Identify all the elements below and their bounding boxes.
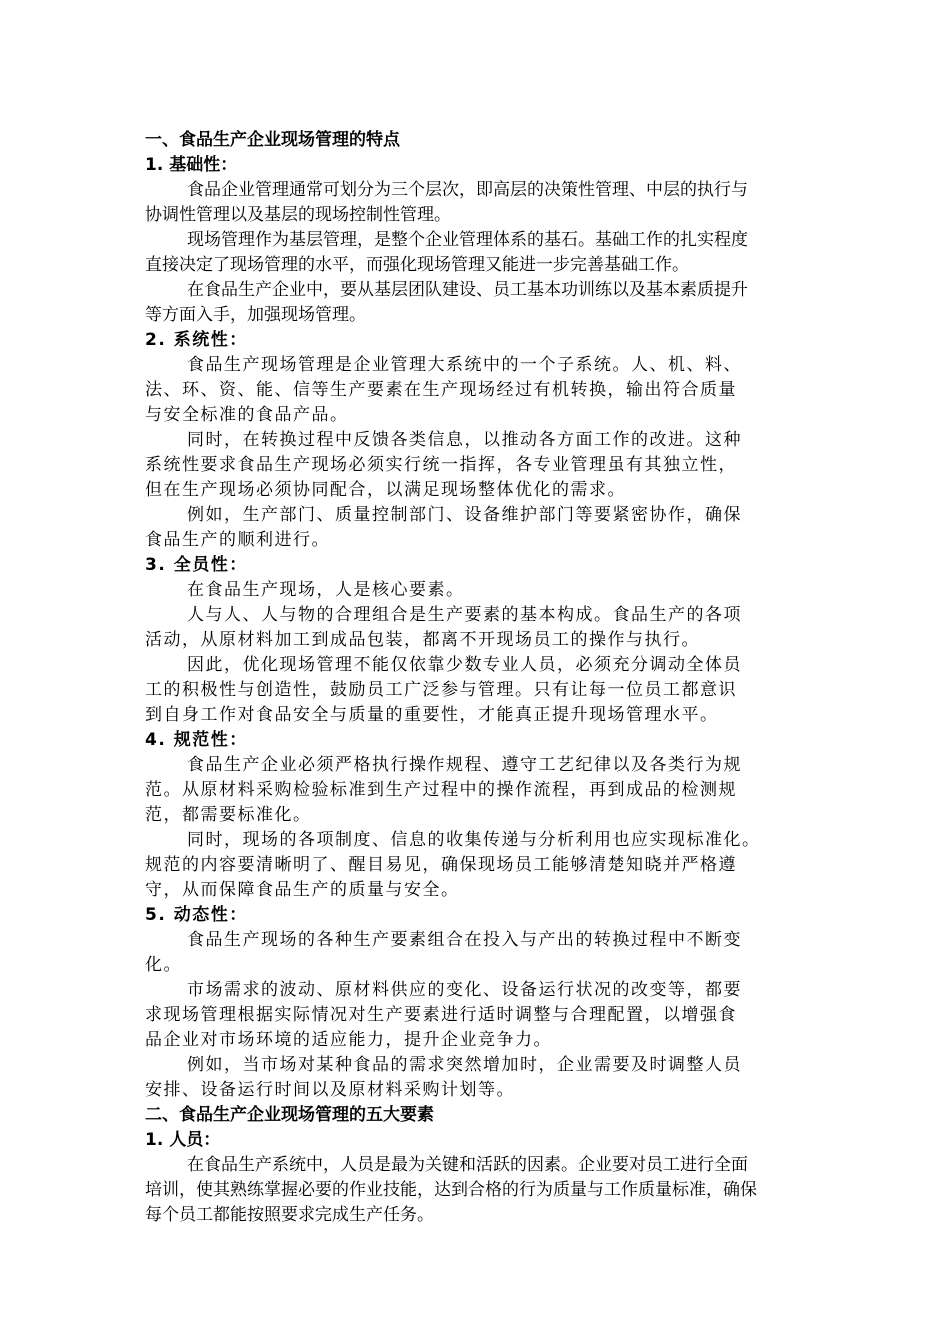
subsection-heading: 1. 人员： <box>145 1130 221 1150</box>
subsection-heading: 5. 动态性： <box>145 905 248 925</box>
subsection-heading: 4. 规范性： <box>145 730 248 750</box>
paragraph-line: 食品生产现场管理是企业管理大系统中的一个子系统。人、机、料、 <box>187 355 742 375</box>
paragraph-line: 但在生产现场必须协同配合，以满足现场整体优化的需求。 <box>145 480 626 500</box>
paragraph-line: 品企业对市场环境的适应能力，提升企业竞争力。 <box>145 1030 552 1050</box>
paragraph-line: 因此，优化现场管理不能仅依靠少数专业人员，必须充分调动全体员 <box>187 655 742 675</box>
paragraph-line: 食品企业管理通常可划分为三个层次，即高层的决策性管理、中层的执行与 <box>187 180 748 200</box>
paragraph-line: 市场需求的波动、原材料供应的变化、设备运行状况的改变等，都要 <box>187 980 742 1000</box>
paragraph-line: 与安全标准的食品产品。 <box>145 405 349 425</box>
paragraph-line: 在食品生产企业中，要从基层团队建设、员工基本功训练以及基本素质提升 <box>187 280 748 300</box>
paragraph-line: 食品生产现场的各种生产要素组合在投入与产出的转换过程中不断变 <box>187 930 742 950</box>
paragraph-line: 在食品生产现场，人是核心要素。 <box>187 580 465 600</box>
paragraph-line: 规范的内容要清晰明了、醒目易见，确保现场员工能够清楚知晓并严格遵 <box>145 855 737 875</box>
paragraph-line: 法、环、资、能、信等生产要素在生产现场经过有机转换，输出符合质量 <box>145 380 737 400</box>
subsection-heading: 1. 基础性： <box>145 155 238 175</box>
paragraph-line: 到自身工作对食品安全与质量的重要性，才能真正提升现场管理水平。 <box>145 705 719 725</box>
paragraph-line: 食品生产企业必须严格执行操作规程、遵守工艺纪律以及各类行为规 <box>187 755 742 775</box>
paragraph-line: 在食品生产系统中，人员是最为关键和活跃的因素。企业要对员工进行全面 <box>187 1155 748 1175</box>
document-page <box>145 128 821 1228</box>
subsection-heading: 2. 系统性： <box>145 330 248 350</box>
paragraph-line: 例如，当市场对某种食品的需求突然增加时，企业需要及时调整人员 <box>187 1055 742 1075</box>
paragraph-line: 直接决定了现场管理的水平，而强化现场管理又能进一步完善基础工作。 <box>145 255 689 275</box>
paragraph-line: 人与人、人与物的合理组合是生产要素的基本构成。食品生产的各项 <box>187 605 742 625</box>
paragraph-line: 例如，生产部门、质量控制部门、设备维护部门等要紧密协作，确保 <box>187 505 742 525</box>
paragraph-line: 活动，从原材料加工到成品包装，都离不开现场员工的操作与执行。 <box>145 630 700 650</box>
paragraph-line: 范，都需要标准化。 <box>145 805 312 825</box>
paragraph-line: 守，从而保障食品生产的质量与安全。 <box>145 880 460 900</box>
paragraph-line: 同时，在转换过程中反馈各类信息，以推动各方面工作的改进。这种 <box>187 430 742 450</box>
paragraph-line: 系统性要求食品生产现场必须实行统一指挥，各专业管理虽有其独立性， <box>145 455 737 475</box>
paragraph-line: 每个员工都能按照要求完成生产任务。 <box>145 1205 434 1225</box>
paragraph-line: 求现场管理根据实际情况对生产要素进行适时调整与合理配置，以增强食 <box>145 1005 737 1025</box>
paragraph-line: 工的积极性与创造性，鼓励员工广泛参与管理。只有让每一位员工都意识 <box>145 680 737 700</box>
paragraph-line: 培训，使其熟练掌握必要的作业技能，达到合格的行为质量与工作质量标准，确保 <box>145 1180 757 1200</box>
paragraph-line: 化。 <box>145 955 182 975</box>
paragraph-line: 等方面入手，加强现场管理。 <box>145 305 366 325</box>
paragraph-line: 安排、设备运行时间以及原材料采购计划等。 <box>145 1080 515 1100</box>
paragraph-line: 协调性管理以及基层的现场控制性管理。 <box>145 205 451 225</box>
section-heading: 二、食品生产企业现场管理的五大要素 <box>145 1105 434 1125</box>
paragraph-line: 现场管理作为基层管理，是整个企业管理体系的基石。基础工作的扎实程度 <box>187 230 748 250</box>
paragraph-line: 同时，现场的各项制度、信息的收集传递与分析利用也应实现标准化。 <box>187 830 761 850</box>
paragraph-line: 食品生产的顺利进行。 <box>145 530 330 550</box>
subsection-heading: 3. 全员性： <box>145 555 248 575</box>
paragraph-line: 范。从原材料采购检验标准到生产过程中的操作流程，再到成品的检测规 <box>145 780 737 800</box>
section-heading: 一、食品生产企业现场管理的特点 <box>145 130 400 150</box>
